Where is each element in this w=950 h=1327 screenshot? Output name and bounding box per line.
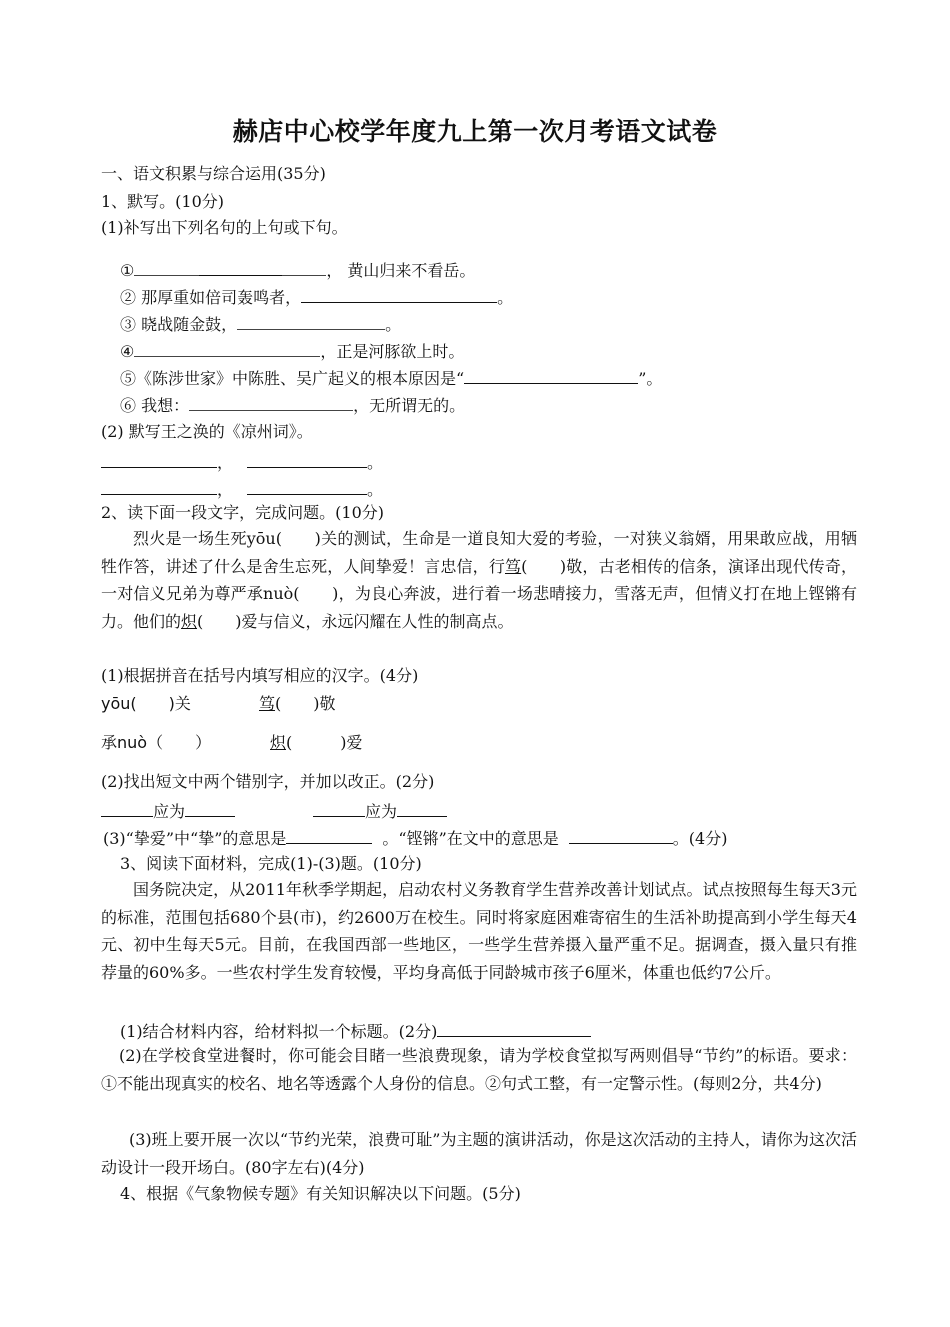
pinyin-you: yōu( )关 bbox=[101, 694, 191, 713]
passage-part-3: ( )爱与信义，永远闪耀在人性的制高点。 bbox=[197, 611, 514, 631]
passage-chi: 炽 bbox=[181, 611, 198, 631]
question-1-sub-1: (1)补写出下列名句的上句或下句。 bbox=[101, 218, 348, 237]
blank-1a[interactable] bbox=[134, 259, 199, 276]
reading-passage bbox=[101, 525, 857, 635]
meaning-blank-2[interactable] bbox=[569, 827, 673, 844]
blank-1c[interactable] bbox=[282, 259, 326, 276]
item-4-suffix: ，正是河豚欲上时。 bbox=[320, 342, 465, 361]
blank-4[interactable] bbox=[134, 340, 320, 357]
chi-char-item bbox=[270, 733, 363, 753]
sub3-part-c: 。(4分) bbox=[672, 829, 728, 848]
chi-char: 炽 bbox=[270, 733, 287, 752]
title-blank[interactable] bbox=[437, 1020, 591, 1037]
fill-item-4 bbox=[120, 340, 464, 362]
fill-item-3 bbox=[120, 313, 401, 335]
item-2-suffix: 。 bbox=[497, 288, 514, 307]
question-2-heading: 2、读下面一段文字，完成问题。(10分) bbox=[101, 503, 385, 522]
poem-line-1 bbox=[101, 451, 383, 473]
sub3-part-a: (3)“挚爱”中“挚”的意思是 bbox=[103, 829, 287, 848]
du-char: 笃 bbox=[259, 694, 276, 713]
question-1-sub-2: (2) 默写王之涣的《凉州词》。 bbox=[101, 422, 313, 441]
item-6-suffix: ，无所谓无的。 bbox=[353, 396, 466, 415]
item-1-prefix: ① bbox=[120, 261, 135, 280]
poem-line-2 bbox=[101, 478, 383, 500]
poem-period: 。 bbox=[367, 453, 384, 472]
passage-part-1: 烈火是一场生死yōu( )关的测试，生命是一道良知大爱的考验，一对狭义翁婿，用果敢应战，用牺牲作答，讲述了什么是舍生忘死，人间挚爱！言忠信，行 bbox=[101, 529, 857, 576]
fill-item-6 bbox=[120, 394, 465, 416]
correction-line bbox=[101, 800, 447, 822]
chi-post: ( )爱 bbox=[286, 733, 363, 752]
item-6-prefix: ⑥ 我想： bbox=[120, 396, 190, 415]
wrong-char-blank-1[interactable] bbox=[101, 800, 153, 817]
page-title: 赫店中心校学年度九上第一次月考语文试卷 bbox=[232, 117, 718, 146]
question-3-heading: 3、阅读下面材料，完成(1)-(3)题。(10分) bbox=[120, 854, 422, 873]
question-3-sub-3: (3)班上要开展一次以“节约光荣，浪费可耻”为主题的演讲活动，你是这次活动的主持人，请你为这次活动设计一段开场白。(80字左右)(4分) bbox=[101, 1130, 857, 1177]
item-5-suffix: ”。 bbox=[638, 369, 663, 388]
question-3-sub-2: (2)在学校食堂进餐时，你可能会目睹一些浪费现象，请为学校食堂拟写两则倡导“节约”的标语。要求：①不能出现真实的校名、地名等透露个人身份的信息。②句式工整，有一定警示性。(每则2分，共4分) bbox=[101, 1046, 857, 1093]
sub1-text: (1)结合材料内容，给材料拟一个标题。(2分) bbox=[120, 1022, 438, 1041]
fill-item-5 bbox=[120, 367, 662, 389]
item-2-prefix: ② 那厚重如倍司轰鸣者， bbox=[120, 288, 302, 307]
item-4-prefix: ④ bbox=[120, 342, 135, 361]
pinyin-nuo: 承nuò（ ） bbox=[101, 733, 212, 752]
fill-item-1 bbox=[120, 259, 475, 281]
question-4-heading: 4、根据《气象物候专题》有关知识解决以下问题。(5分) bbox=[120, 1184, 521, 1203]
passage-du: 笃 bbox=[504, 556, 522, 576]
blank-6[interactable] bbox=[189, 394, 353, 411]
poem-blank-4[interactable] bbox=[247, 478, 367, 495]
question-2-sub-3 bbox=[103, 827, 727, 849]
poem-period: 。 bbox=[367, 480, 384, 499]
correct-char-blank-2[interactable] bbox=[397, 800, 447, 817]
section-heading: 一、语文积累与综合运用(35分) bbox=[101, 164, 326, 183]
blank-1b[interactable] bbox=[199, 259, 282, 276]
passage-part-2: ( )敬，古老相传的信条，演译出现代传奇，一对信义兄弟为尊严承nuò( )，为良心奔波，进行着一场悲晴接力，雪落无声，但情义打在地上铿锵有力。他们的 bbox=[101, 556, 857, 631]
sub3-part-b: 。“铿锵”在文中的意思是 bbox=[382, 829, 559, 848]
should-be-label: 应为 bbox=[365, 802, 398, 821]
correct-char-blank-1[interactable] bbox=[185, 800, 235, 817]
blank-5[interactable] bbox=[464, 367, 638, 384]
poem-comma: ， bbox=[217, 453, 234, 472]
question-1-heading: 1、默写。(10分) bbox=[101, 192, 225, 211]
du-post: ( )敬 bbox=[275, 694, 336, 713]
fill-item-2 bbox=[120, 286, 513, 308]
meaning-blank-1[interactable] bbox=[286, 827, 372, 844]
question-2-sub-2: (2)找出短文中两个错别字，并加以改正。(2分) bbox=[101, 772, 435, 791]
poem-blank-1[interactable] bbox=[101, 451, 217, 468]
reading-material: 国务院决定，从2011年秋季学期起，启动农村义务教育学生营养改善计划试点。试点按照每生每天3元的标准，范围包括680个县(市)，约2600万在校生。同时将家庭困难寄宿生的生活补助提高到小学生每天4元、初中生每天5元。目前，在我国西部一些地区，一些学生营养摄入量严重不足。据调查，摄入量只有推荐量的60%多。一些农村学生发育较慢，平均身高低于同龄城市孩子6厘米，体重也低约7公斤。 bbox=[101, 880, 857, 982]
item-3-prefix: ③ 晓战随金鼓， bbox=[120, 315, 238, 334]
item-1-suffix: ， 黄山归来不看岳。 bbox=[326, 261, 476, 280]
item-5-prefix: ⑤《陈涉世家》中陈胜、吴广起义的根本原因是“ bbox=[120, 369, 465, 388]
wrong-char-blank-2[interactable] bbox=[313, 800, 365, 817]
poem-blank-3[interactable] bbox=[101, 478, 217, 495]
blank-2[interactable] bbox=[301, 286, 497, 303]
item-3-suffix: 。 bbox=[385, 315, 402, 334]
poem-blank-2[interactable] bbox=[247, 451, 367, 468]
poem-comma: ， bbox=[217, 480, 234, 499]
question-2-sub-1: (1)根据拼音在括号内填写相应的汉字。(4分) bbox=[101, 666, 419, 685]
blank-3[interactable] bbox=[237, 313, 385, 330]
question-3-sub-1 bbox=[120, 1020, 591, 1042]
du-char-item bbox=[259, 694, 336, 714]
should-be-label: 应为 bbox=[153, 802, 186, 821]
